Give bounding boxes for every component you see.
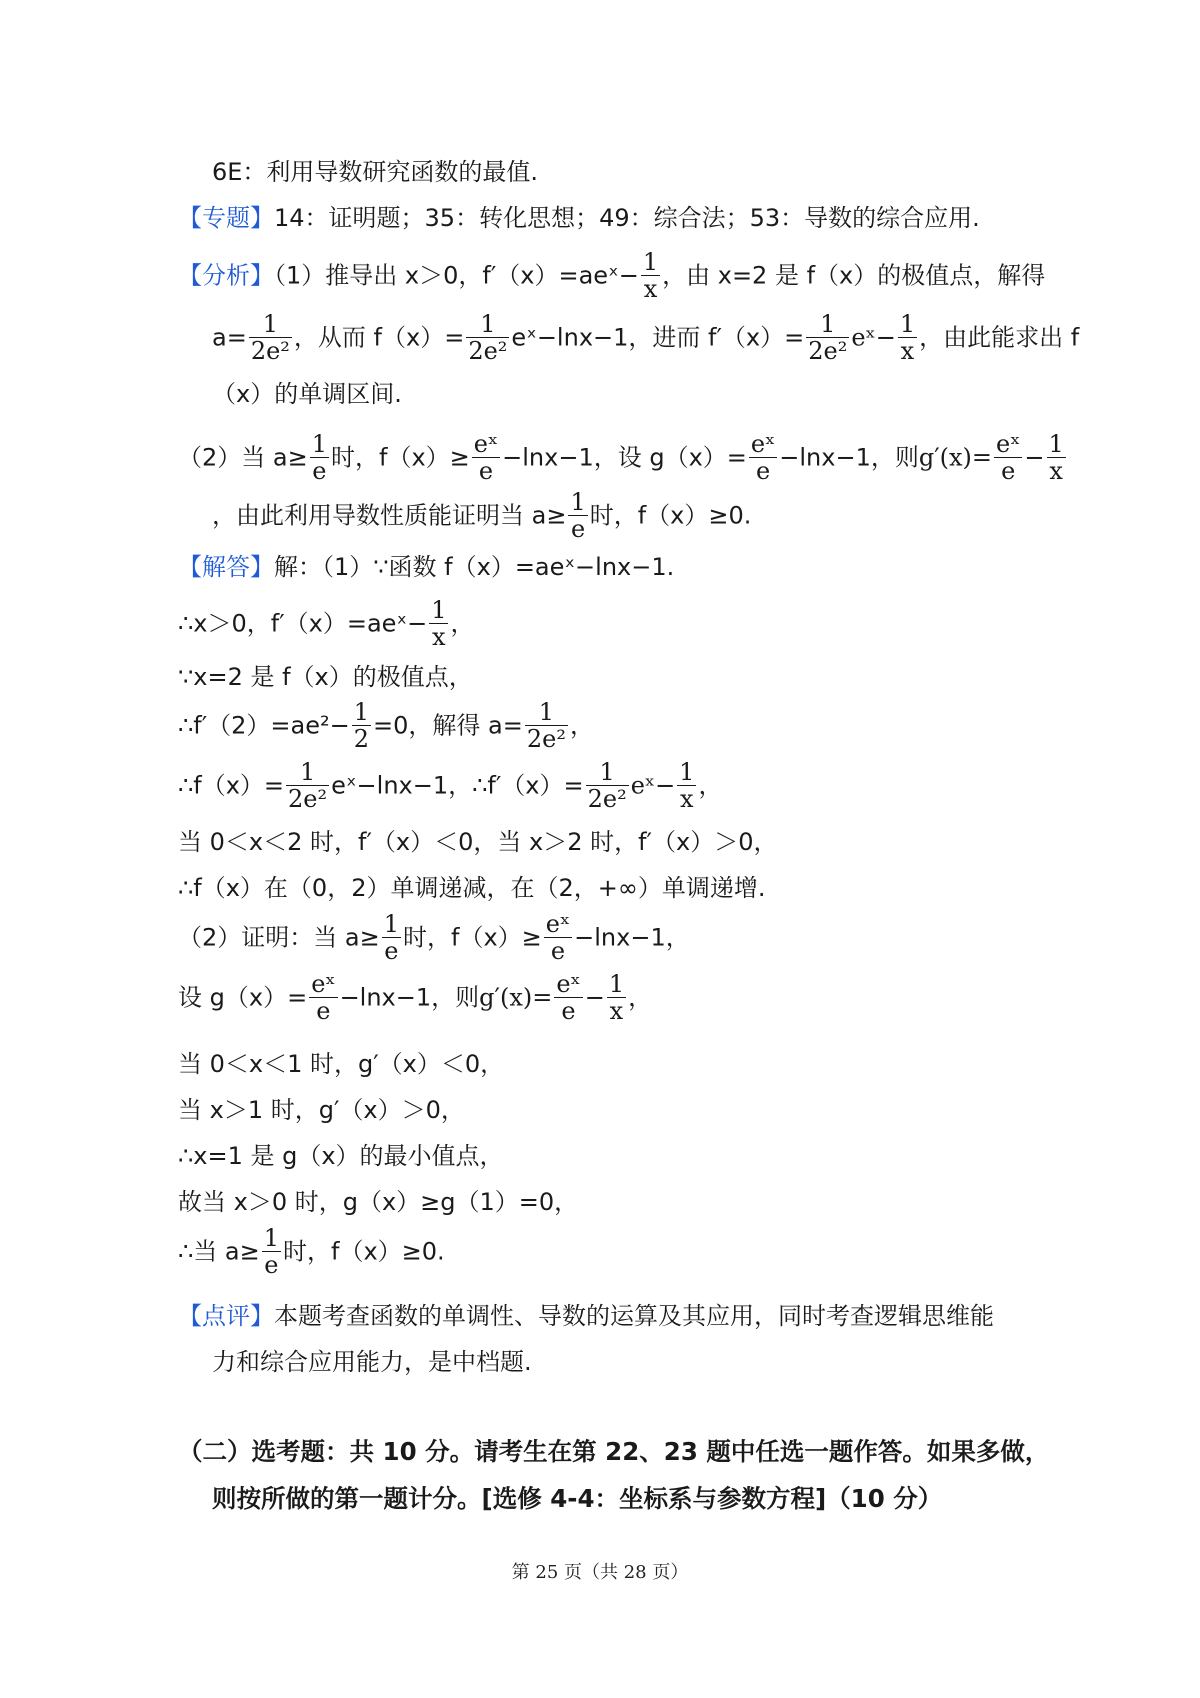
solution-line-2: ∴x＞0，f′（x）=aeˣ− $\frac{1}{x}$ ，: [178, 596, 475, 652]
solution-tag: 【解答】: [178, 553, 274, 581]
fraction: $\frac{1}{\text{2e²}}$: [808, 310, 848, 366]
analysis-line-2: a= $\frac{1}{\text{2e²}}$ ，从而 f（x）= $\frac{1}{\text{2e²}}$ eˣ−lnx−1，进而 f′（x）= $\frac{1}{\text{2e²}}$ eˣ− $\frac{1}{x}$ ，由此能求出 f: [212, 310, 1080, 366]
fraction: $\frac{1}{e}$: [383, 910, 399, 966]
fraction: $\frac{\text{eˣ}}{e}$: [545, 910, 571, 966]
analysis-line-5: ，由此利用导数性质能证明当 a≥ $\frac{1}{e}$ 时，f（x）≥0.: [212, 488, 752, 544]
fraction: $\frac{1}{e}$: [263, 1224, 279, 1280]
fraction: $\frac{1}{e}$: [570, 488, 586, 544]
fraction: $\frac{1}{\text{2e²}}$: [587, 758, 627, 814]
comment-line-1: 【点评】本题考查函数的单调性、导数的运算及其应用，同时考查逻辑思维能: [178, 1302, 994, 1330]
section-heading-line-2: 则按所做的第一题计分。[选修 4-4：坐标系与参数方程]（10 分）: [212, 1484, 943, 1513]
topic-tag: 【专题】: [178, 204, 274, 232]
fraction: $\frac{1}{\text{2e²}}$: [468, 310, 508, 366]
fraction: $\frac{1}{x}$: [431, 596, 447, 652]
solution-line-1: 【解答】解：（1）∵函数 f（x）=aeˣ−lnx−1.: [178, 553, 675, 581]
fraction: $\frac{\text{eˣ}}{e}$: [473, 430, 499, 486]
page-footer: 第 25 页（共 28 页）: [511, 1562, 689, 1583]
comment-line-2: 力和综合应用能力，是中档题.: [212, 1348, 532, 1376]
solution-line-5: ∴f（x）= $\frac{1}{\text{2e²}}$ eˣ−lnx−1，∴f′（x）= $\frac{1}{\text{2e²}}$ eˣ− $\frac{1}{x}$ ，: [178, 758, 723, 814]
fraction: $\frac{1}{x}$: [608, 970, 625, 1026]
fraction: $\frac{1}{e}$: [311, 430, 327, 486]
solution-line-7: ∴f（x）在（0，2）单调递减，在（2，+∞）单调递增.: [178, 874, 766, 902]
fraction: $\frac{1}{\text{2e²}}$: [250, 310, 290, 366]
analysis-line-3: （x）的单调区间.: [212, 380, 402, 408]
fraction: $\frac{1}{2}$: [353, 698, 370, 754]
analysis-tag: 【分析】: [178, 261, 274, 290]
proof-line-3: 当 0＜x＜1 时，g′（x）＜0，: [178, 1050, 505, 1078]
proof-line-2: 设 g（x）= $\frac{\text{eˣ}}{e}$ −lnx−1，则g′(x)= $\frac{\text{eˣ}}{e}$ − $\frac{1}{x}$ ，: [178, 970, 653, 1026]
comment-tag: 【点评】: [178, 1302, 274, 1330]
fraction: $\frac{\text{eˣ}}{e}$: [750, 430, 776, 486]
proof-line-7: ∴当 a≥ $\frac{1}{e}$ 时，f（x）≥0.: [178, 1224, 445, 1280]
fraction: $\frac{\text{eˣ}}{e}$: [996, 430, 1021, 486]
analysis-line-1: 【分析】（1）推导出 x＞0，f′（x）=aeˣ− $\frac{1}{x}$ ，由 x=2 是 f（x）的极值点，解得: [178, 248, 1046, 304]
solution-line-4: ∴f′（2）=ae²− $\frac{1}{2}$ =0，解得 a= $\frac{1}{\text{2e²}}$ ，: [178, 698, 594, 754]
fraction: $\frac{1}{\text{2e²}}$: [526, 698, 566, 754]
solution-line-6: 当 0＜x＜2 时，f′（x）＜0，当 x＞2 时，f′（x）＞0，: [178, 828, 778, 856]
topic-line: 【专题】14：证明题；35：转化思想；49：综合法；53：导数的综合应用.: [178, 204, 980, 232]
fraction: $\frac{1}{x}$: [1048, 430, 1064, 486]
fraction: $\frac{\text{eˣ}}{e}$: [556, 970, 581, 1026]
fraction: $\frac{1}{x}$: [642, 248, 659, 304]
fraction: $\frac{1}{\text{2e²}}$: [288, 758, 328, 814]
proof-line-5: ∴x=1 是 g（x）的最小值点，: [178, 1142, 504, 1170]
fraction: $\frac{\text{eˣ}}{e}$: [311, 970, 336, 1026]
proof-line-6: 故当 x＞0 时，g（x）≥g（1）=0，: [178, 1188, 579, 1216]
proof-line-4: 当 x＞1 时，g′（x）＞0，: [178, 1096, 465, 1124]
fraction: $\frac{1}{x}$: [679, 758, 695, 814]
analysis-line-4: （2）当 a≥ $\frac{1}{e}$ 时，f（x）≥ $\frac{\text{eˣ}}{e}$ −lnx−1，设 g（x）= $\frac{\text{eˣ}}{e}$ −lnx−1，则g′(x)= $\frac{\text{eˣ}}{e}$ − $\frac{1}{x}$: [178, 430, 1064, 486]
solution-line-3: ∵x=2 是 f（x）的极值点，: [178, 663, 473, 691]
keypoint-line: 6E：利用导数研究函数的最值.: [212, 158, 539, 186]
section-heading-line-1: （二）选考题：共 10 分。请考生在第 22、23 题中任选一题作答。如果多做，: [178, 1437, 1050, 1466]
proof-line-1: （2）证明：当 a≥ $\frac{1}{e}$ 时，f（x）≥ $\frac{\text{eˣ}}{e}$ −lnx−1，: [178, 910, 690, 966]
fraction: $\frac{1}{x}$: [899, 310, 916, 366]
